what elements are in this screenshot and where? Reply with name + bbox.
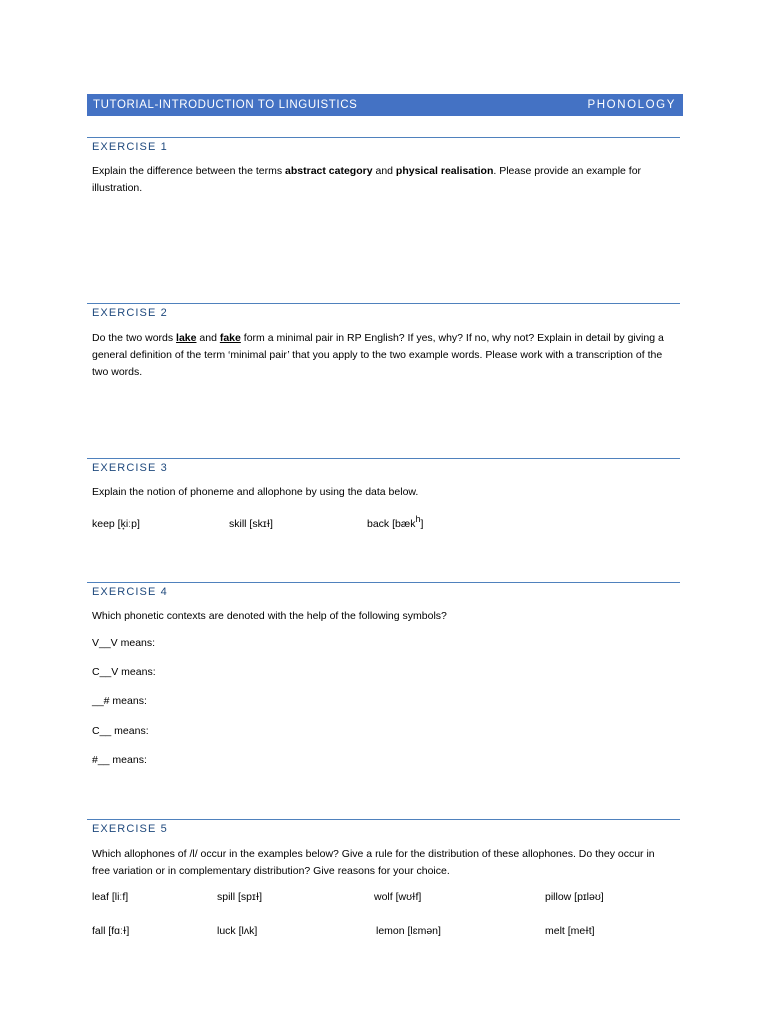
exercise-1-text: Explain the difference between the terms abstract category and physical realisation. Please provide an example for illustration. xyxy=(92,165,642,194)
context-item: V__V means: xyxy=(92,637,156,649)
exercise-2-divider xyxy=(87,303,680,304)
exercise-1-title: EXERCISE 1 xyxy=(92,141,168,153)
example-item: lemon [lɛmən] xyxy=(376,925,441,937)
word-lake: lake xyxy=(176,332,197,344)
header-topic: PHONOLOGY xyxy=(587,99,676,111)
example-item: wolf [wʊɫf] xyxy=(374,891,422,903)
exercise-5-divider xyxy=(87,819,680,820)
example-item: pillow [pɪləʊ] xyxy=(545,891,604,903)
context-item: __# means: xyxy=(92,695,147,707)
exercise-4-divider xyxy=(87,582,680,583)
data-item-skill: skill [skɪɫ] xyxy=(229,518,273,530)
exercise-4-title: EXERCISE 4 xyxy=(92,586,168,598)
data-item-keep: keep [k̟iːp] xyxy=(92,518,140,530)
header-title: TUTORIAL-INTRODUCTION TO LINGUISTICS xyxy=(93,99,358,111)
context-item: C__V means: xyxy=(92,666,156,678)
term-abstract-category: abstract category xyxy=(285,165,373,177)
word-fake: fake xyxy=(219,332,241,344)
term-physical-realisation: physical realisation xyxy=(395,165,494,177)
exercise-2-text: Do the two words lake and fake form a minimal pair in RP English? If yes, why? If no, why not? Explain in detail by giving a general definition of the term ‘minimal pair’ that you apply to the two example words. Please work with a transcription of the two words. xyxy=(92,332,664,378)
example-item: spill [spɪɫ] xyxy=(217,891,263,903)
exercise-4-text: Which phonetic contexts are denoted with the help of the following symbols? xyxy=(92,610,447,622)
context-item: C__ means: xyxy=(92,725,149,737)
exercise-2-title: EXERCISE 2 xyxy=(92,307,168,319)
example-item: leaf [liːf] xyxy=(92,891,129,903)
exercise-5-title: EXERCISE 5 xyxy=(92,823,168,835)
document-header-bar xyxy=(87,94,683,116)
example-item: luck [lʌk] xyxy=(217,925,258,937)
example-item: fall [fɑːɫ] xyxy=(92,925,130,937)
context-item: #__ means: xyxy=(92,754,147,766)
exercise-5-text: Which allophones of /l/ occur in the examples below? Give a rule for the distribution of these allophones. Do they occur in free variation or in complementary distribution? Give reasons for your choice. xyxy=(92,848,655,877)
data-item-back: back [bækh] xyxy=(367,514,424,530)
exercise-1-divider xyxy=(87,137,680,138)
exercise-3-divider xyxy=(87,458,680,459)
exercise-3-text: Explain the notion of phoneme and allophone by using the data below. xyxy=(92,486,419,498)
example-item: melt [meɫt] xyxy=(545,925,595,937)
aspiration-superscript: h xyxy=(415,514,421,524)
exercise-3-title: EXERCISE 3 xyxy=(92,462,168,474)
